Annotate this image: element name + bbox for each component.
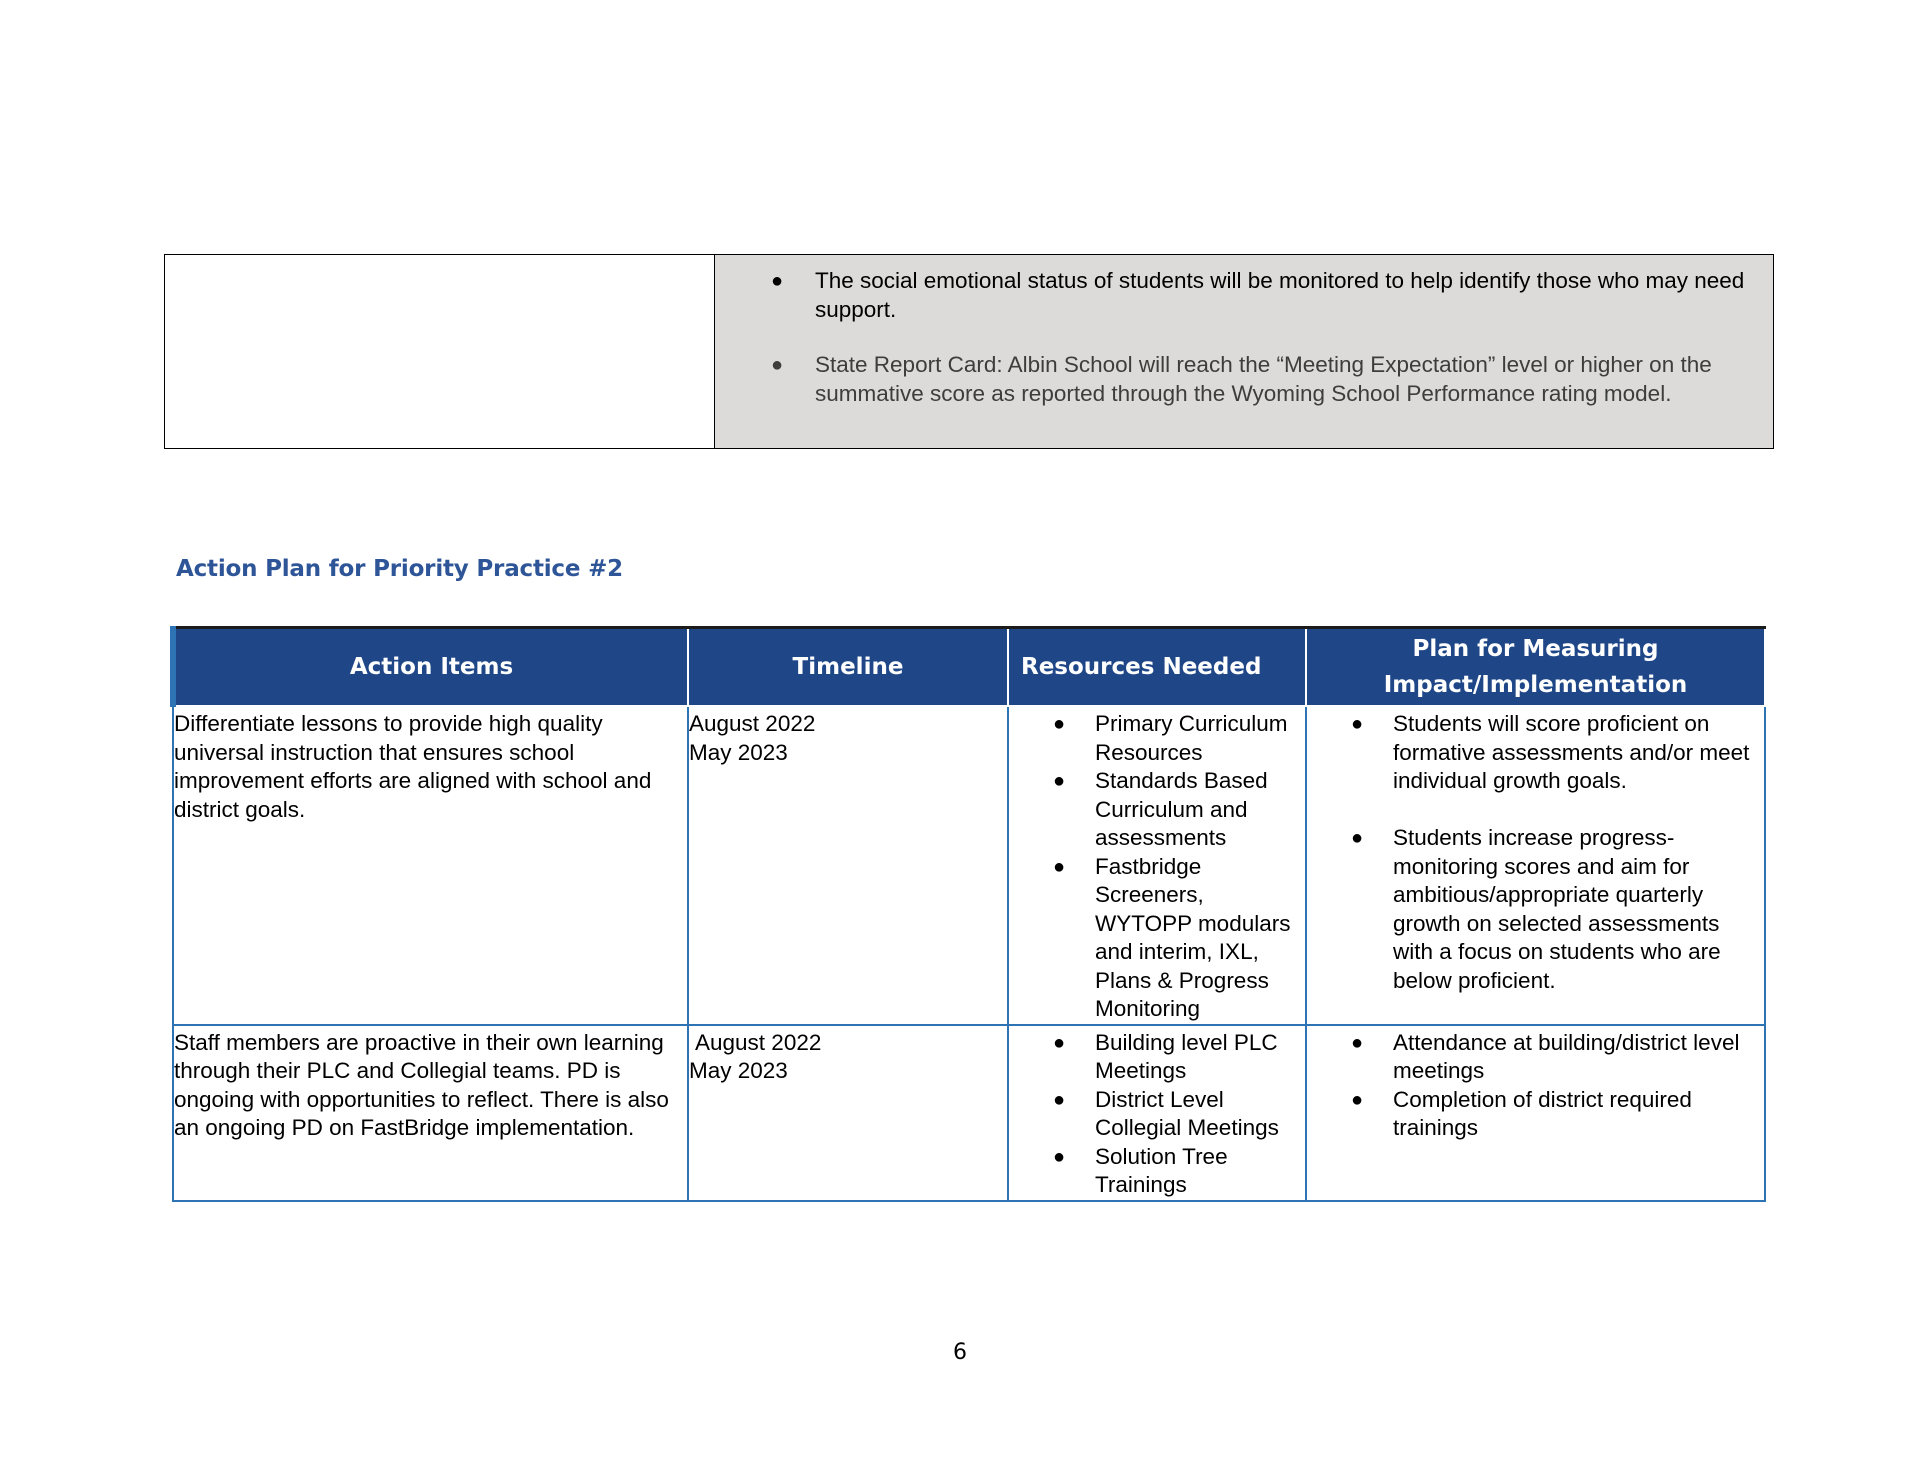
resources-list (1009, 710, 1305, 1024)
table-header-row (173, 628, 1765, 707)
bullet-icon: ● (1053, 1145, 1066, 1168)
header-timeline: Timeline (688, 628, 1008, 707)
header-action-items: Action Items (173, 628, 688, 707)
bullet-icon: ● (1053, 855, 1066, 878)
action-plan-table (170, 626, 1766, 1202)
bullet-icon: ● (1351, 713, 1364, 735)
previous-table-continuation (164, 254, 1774, 449)
list-item: ● State Report Card: Albin School will reach the “Meeting Expectation” level or higher on the summative score as reported through the Wyoming School Performance rating model. (771, 352, 1712, 406)
list-item: ● Building level PLC Meetings (1053, 1029, 1278, 1083)
measuring-list (1307, 710, 1764, 995)
list-item: ● Students will score proficient on formative assessments and/or meet individual growth goals. (1351, 711, 1750, 793)
section-heading: Action Plan for Priority Practice #2 (176, 556, 623, 582)
bullet-icon: ● (771, 270, 784, 292)
action-item-cell: Staff members are proactive in their own learning through their PLC and Collegial teams. PD is ongoing with opportunities to reflect. There is also an ongoing PD on FastBridge implementation. (173, 1025, 688, 1201)
bullet-icon: ● (1053, 1088, 1066, 1111)
action-item-cell: Differentiate lessons to provide high quality universal instruction that ensures school improvement efforts are aligned with school and district goals. (173, 706, 688, 1025)
list-item: ● The social emotional status of students will be monitored to help identify those who may need support. (771, 268, 1745, 322)
table-row (173, 706, 1765, 1025)
timeline-end: May 2023 (689, 1058, 788, 1083)
timeline-cell (688, 706, 1008, 1025)
list-item: ● District Level Collegial Meetings (1053, 1086, 1279, 1140)
goals-list (715, 267, 1757, 408)
header-resources-needed: Resources Needed (1008, 628, 1306, 707)
shaded-goals-cell (715, 255, 1773, 448)
list-item: ● Solution Tree Trainings (1053, 1143, 1228, 1197)
list-item: ● Completion of district required trainings (1351, 1086, 1692, 1140)
bullet-icon: ● (1351, 1088, 1364, 1111)
page-number: 6 (953, 1340, 967, 1365)
resources-list (1009, 1029, 1305, 1200)
bullet-icon: ● (1053, 770, 1066, 792)
measuring-cell (1306, 706, 1765, 1025)
measuring-cell (1306, 1025, 1765, 1201)
timeline-start: August 2022 (695, 1029, 822, 1055)
list-item: ● Attendance at building/district level meetings (1351, 1029, 1740, 1083)
timeline-end: May 2023 (689, 739, 788, 765)
list-item: ● Students increase progress-monitoring scores and aim for ambitious/appropriate quarterly growth on selected assessments with a focus on students who are below proficient. (1351, 825, 1721, 993)
header-plan-for-measuring: Plan for Measuring Impact/Implementation (1306, 628, 1765, 707)
bullet-icon: ● (1053, 713, 1066, 735)
bullet-icon: ● (1351, 1031, 1364, 1054)
resources-cell (1008, 1025, 1306, 1201)
list-item: ● Fastbridge Screeners, WYTOPP modulars and interim, IXL, Plans & Progress Monitoring (1053, 853, 1291, 1021)
resources-cell (1008, 706, 1306, 1025)
timeline-cell (688, 1025, 1008, 1201)
empty-cell (165, 255, 715, 448)
measuring-list (1307, 1029, 1764, 1143)
bullet-icon: ● (1351, 827, 1364, 849)
bullet-icon: ● (1053, 1031, 1066, 1054)
timeline-start: August 2022 (689, 711, 816, 736)
bullet-icon: ● (771, 354, 784, 376)
table-row (173, 1025, 1765, 1201)
list-item: ● Standards Based Curriculum and assessments (1053, 768, 1268, 850)
list-item: ● Primary Curriculum Resources (1053, 711, 1288, 765)
